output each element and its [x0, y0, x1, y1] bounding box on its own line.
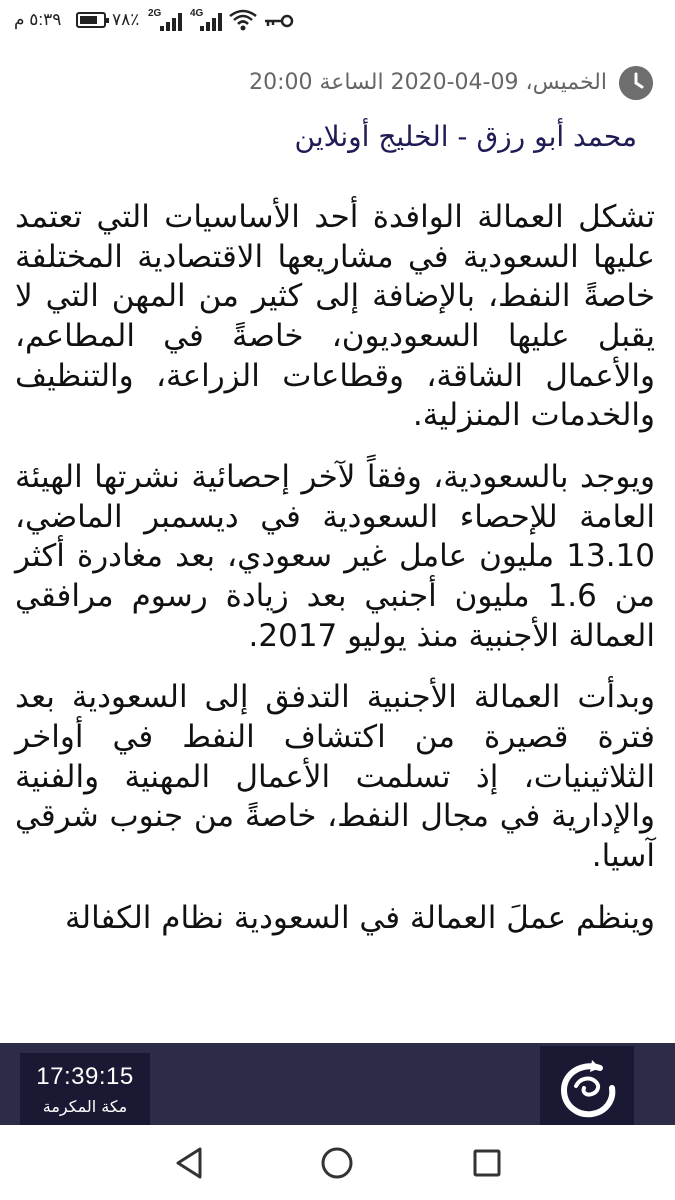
signal-icon: [200, 11, 226, 31]
back-icon[interactable]: [170, 1143, 210, 1183]
mecca-clock-widget[interactable]: [20, 1053, 150, 1125]
alkhaleej-logo-button[interactable]: [540, 1046, 634, 1125]
battery-level: [80, 16, 97, 24]
battery-icon: [76, 12, 106, 28]
article-date: الخميس، 09-04-2020 الساعة 20:00: [249, 70, 607, 95]
mecca-clock-city: مكة المكرمة: [42, 1097, 128, 1116]
article-body: [15, 198, 655, 960]
network-type-2: 4G: [190, 8, 204, 19]
article-paragraph: تشكل العمالة الوافدة أحد الأساسيات التي تعتمد عليها السعودية في مشاريعها الاقتصادية المختلفة خاصةً النفط، بالإضافة إلى كثير من المهن التي لا يقبل عليها السعوديون، خاصةً في المطاعم، والأعمال الشاقة، وقطاعات الزراعة، والتنظيف والخدمات المنزلية.: [15, 199, 655, 434]
article-paragraph: وبدأت العمالة الأجنبية التدفق إلى السعودية بعد فترة قصيرة من اكتشاف النفط في أواخر الثلاثينيات، إذ تسلمت الأعمال المهنية والفنية والإدارية في مجال النفط، خاصةً من جنوب شرقي آسيا.: [15, 679, 655, 875]
mecca-clock-time: 17:39:15: [36, 1063, 134, 1090]
article-paragraph: ويوجد بالسعودية، وفقاً لآخر إحصائية نشرتها الهيئة العامة للإحصاء السعودية في ديسمبر الماضي، 13.10 مليون عامل غير سعودي، بعد مغادرة أكثر من 1.6 مليون أجنبي بعد زيادة رسوم مرافقي العمالة الأجنبية منذ يوليو 2017.: [15, 459, 655, 654]
signal-icon: [160, 11, 186, 31]
alkhaleej-logo-icon: [540, 1046, 634, 1125]
recents-icon[interactable]: [467, 1143, 507, 1183]
battery-percent: ٧٨٪: [112, 10, 140, 29]
article-paragraph: وينظم عملَ العمالة في السعودية نظام الكفالة: [65, 899, 655, 936]
home-icon[interactable]: [317, 1143, 357, 1183]
status-time: ٥:٣٩ م: [14, 10, 62, 29]
wifi-icon: [228, 8, 258, 32]
clock-icon: [619, 66, 653, 100]
status-bar: [0, 0, 675, 44]
key-icon: [262, 10, 294, 32]
article-author[interactable]: محمد أبو رزق - الخليج أونلاين: [294, 120, 637, 153]
network-type-1: 2G: [148, 8, 162, 19]
